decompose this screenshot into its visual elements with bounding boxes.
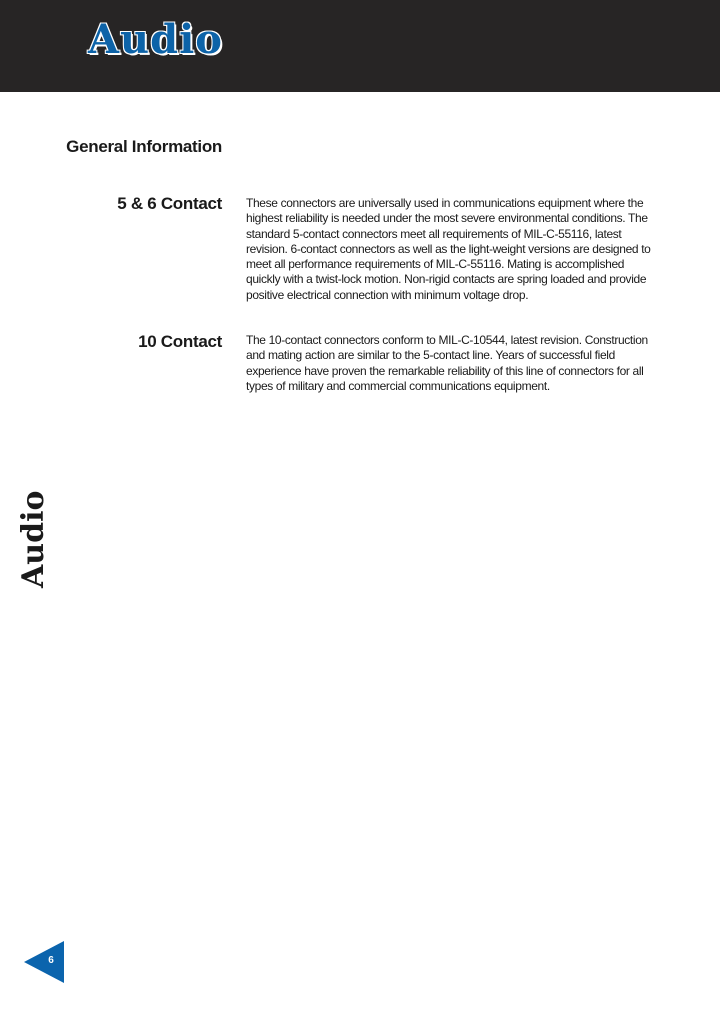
contact10-heading: 10 Contact	[138, 332, 222, 351]
contact10-description: The 10-contact connectors conform to MIL-C-10544, latest revision. Construction and mating action are similar to the 5-contact line. Years of successful field experience have proven the remarkable reliability of this line of connectors for all types of military and commercial communications equipment.	[246, 333, 648, 393]
contact56-heading: 5 & 6 Contact	[117, 194, 222, 213]
page-number: 6	[48, 955, 54, 966]
general-information-heading: General Information	[66, 137, 222, 156]
side-section-label: Audio	[16, 490, 51, 588]
page-title: Audio	[88, 16, 223, 63]
contact56-description: These connectors are universally used in communications equipment where the highest reliability is needed under the most severe environmental conditions. The standard 5-contact connectors meet all requirements of MIL-C-55116, latest revision. 6-contact connectors as well as the light-weight versions are designed to meet all performance requirements of MIL-C-55116. Mating is accomplished quickly with a twist-lock motion. Non-rigid contacts are spring loaded and provide positive electrical connection with minimum voltage drop.	[246, 196, 651, 302]
